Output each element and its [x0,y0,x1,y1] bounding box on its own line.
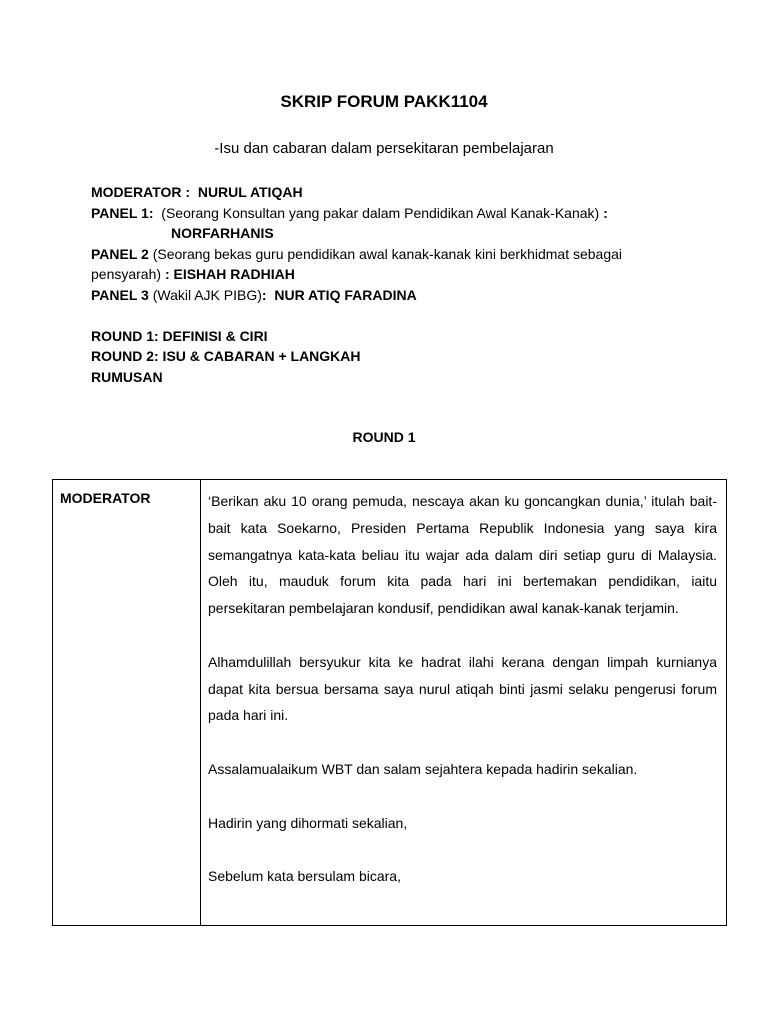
panel1-separator: : [603,204,608,221]
panel2-line-2 [91,264,691,285]
panel3-label: PANEL 3 [91,286,149,303]
moderator-line [91,182,691,203]
speech-paragraph: Hadirin yang dihormati sekalian, [208,814,408,831]
speech-paragraph: Assalamualaikum WBT dan salam sejahtera kepada hadirin sekalian. [208,760,638,777]
speech-cell [201,480,727,926]
moderator-label: MODERATOR : [91,184,191,200]
speaker-cell: MODERATOR [53,480,201,926]
script-table [52,479,727,926]
panel2-name: : EISHAH RADHIAH [164,266,295,282]
forum-participants [91,182,691,387]
panel3-line [91,285,691,306]
panel3-description: (Wakil AJK PIBG) [152,286,262,303]
panel2-line [91,244,691,265]
panel1-label: PANEL 1: [91,204,154,221]
panel2-description-cont: pensyarah) [91,266,162,282]
speech-paragraph: ‘Berikan aku 10 orang pemuda, nescaya akan ku goncangkan dunia,’ itulah bait-bait kata Soekarno, Presiden Pertama Republik Indonesia yang saya kira semangatnya kata-kata beliau itu wajar ada dalam diri setiap guru di Malaysia. Oleh itu, mauduk forum kita pada hari ini bertemakan pendidikan, iaitu persekitaran pembelajaran kondusif, pendidikan awal kanak-kanak terjamin. [208,493,717,617]
panel2-description: (Seorang bekas guru pendidikan awal kanak-kanak kini berkhidmat sebagai [152,245,623,262]
round-1-outline: ROUND 1: DEFINISI & CIRI [91,327,268,344]
speech-paragraph: Sebelum kata bersulam bicara, [208,868,401,885]
panel1-line [91,203,691,224]
round-2-outline: ROUND 2: ISU & CABARAN + LANGKAH [91,348,361,364]
document-subtitle: -Isu dan cabaran dalam persekitaran pembelajaran [214,140,554,157]
round-heading: ROUND 1 [352,429,416,445]
panel1-name: NORFARHANIS [171,225,274,241]
speech-paragraph: Alhamdulillah bersyukur kita ke hadrat ilahi kerana dengan limpah kurnianya dapat kita bersua bersama saya nurul atiqah binti jasmi selaku pengerusi forum pada hari ini. [208,653,717,724]
rumusan-outline: RUMUSAN [91,368,163,385]
panel2-label: PANEL 2 [91,245,149,262]
panel3-name: NUR ATIQ FARADINA [274,286,417,303]
panel3-separator: : [261,286,267,303]
moderator-name: NURUL ATIQAH [197,184,303,200]
document-title: SKRIP FORUM PAKK1104 [280,92,488,111]
panel1-description: (Seorang Konsultan yang pakar dalam Pendidikan Awal Kanak-Kanak) [161,204,600,221]
table-row [53,480,727,926]
